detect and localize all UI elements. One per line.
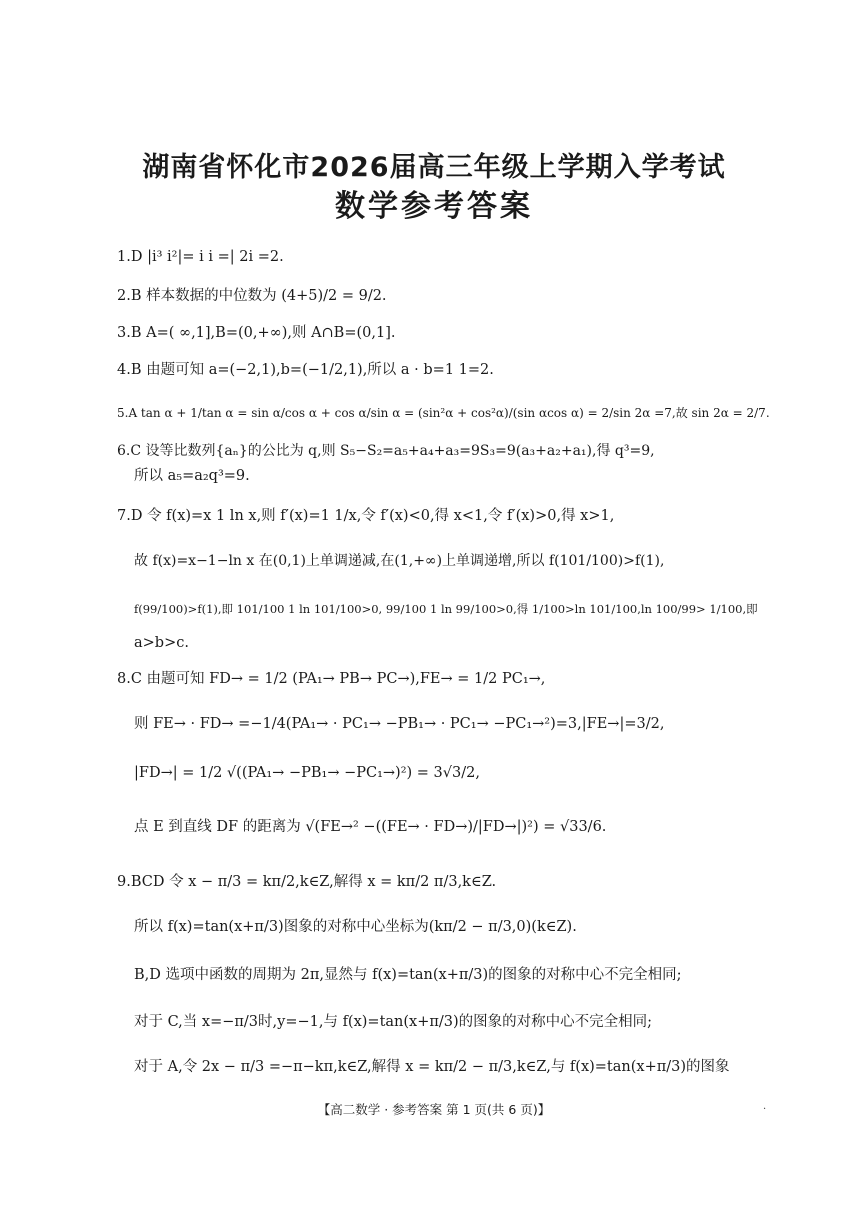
answer-line-6b: 所以 a₅=a₂q³=9.	[134, 468, 250, 484]
answer-line-9e: 对于 A,令 2x − π/3 =−π−kπ,k∈Z,解得 x = kπ/2 − π/3,k∈Z,与 f(x)=tan(x+π/3)的图象	[134, 1059, 730, 1075]
corner-mark: ·	[763, 1104, 767, 1115]
answer-line-9b: 所以 f(x)=tan(x+π/3)图象的对称中心坐标为(kπ/2 − π/3,0)(k∈Z).	[134, 919, 577, 935]
answer-line-3: 3.B A=( ∞,1],B=(0,+∞),则 A∩B=(0,1].	[117, 325, 396, 341]
answer-line-7: 7.D 令 f(x)=x 1 ln x,则 f′(x)=1 1/x,令 f′(x)<0,得 x<1,令 f′(x)>0,得 x>1,	[117, 508, 615, 524]
answer-line-7c: f(99/100)>f(1),即 101/100 1 ln 101/100>0, 99/100 1 ln 99/100>0,得 1/100>ln 101/100,ln 100/99> 1/100,即	[134, 602, 758, 616]
answer-line-8d: 点 E 到直线 DF 的距离为 √(FE→² −((FE→ · FD→)/|FD→|)²) = √33/6.	[134, 819, 607, 835]
answer-line-6: 6.C 设等比数列{aₙ}的公比为 q,则 S₅−S₂=a₅+a₄+a₃=9S₃=9(a₃+a₂+a₁),得 q³=9,	[117, 443, 655, 459]
answer-line-8c: |FD→| = 1/2 √((PA₁→ −PB₁→ −PC₁→)²) = 3√3/2,	[134, 765, 480, 781]
answer-line-1: 1.D |i³ i²|= i i =| 2i =2.	[117, 249, 284, 265]
page-footer: 【高二数学 · 参考答案 第 1 页(共 6 页)】	[317, 1102, 551, 1117]
answer-line-9c: B,D 选项中函数的周期为 2π,显然与 f(x)=tan(x+π/3)的图象的对称中心不完全相同;	[134, 967, 682, 983]
answer-line-7d: a>b>c.	[134, 635, 189, 651]
answer-line-8: 8.C 由题可知 FD→ = 1/2 (PA₁→ PB→ PC→),FE→ = 1/2 PC₁→,	[117, 671, 546, 687]
exam-title: 湖南省怀化市2026届高三年级上学期入学考试	[142, 152, 726, 183]
answer-line-4: 4.B 由题可知 a=(−2,1),b=(−1/2,1),所以 a · b=1 1=2.	[117, 362, 494, 378]
answer-line-8b: 则 FE→ · FD→ =−1/4(PA₁→ · PC₁→ −PB₁→ · PC₁→ −PC₁→²)=3,|FE→|=3/2,	[134, 716, 665, 732]
answer-line-9: 9.BCD 令 x − π/3 = kπ/2,k∈Z,解得 x = kπ/2 π/3,k∈Z.	[117, 874, 497, 890]
answer-line-9d: 对于 C,当 x=−π/3时,y=−1,与 f(x)=tan(x+π/3)的图象的对称中心不完全相同;	[134, 1014, 653, 1030]
answer-line-5: 5.A tan α + 1/tan α = sin α/cos α + cos α/sin α = (sin²α + cos²α)/(sin αcos α) = 2/sin 2α =7,故 sin 2α = 2/7.	[117, 406, 770, 420]
answer-line-2: 2.B 样本数据的中位数为 (4+5)/2 = 9/2.	[117, 288, 387, 304]
answer-title: 数学参考答案	[335, 189, 533, 224]
answer-line-7b: 故 f(x)=x−1−ln x 在(0,1)上单调递减,在(1,+∞)上单调递增,所以 f(101/100)>f(1),	[134, 553, 665, 569]
